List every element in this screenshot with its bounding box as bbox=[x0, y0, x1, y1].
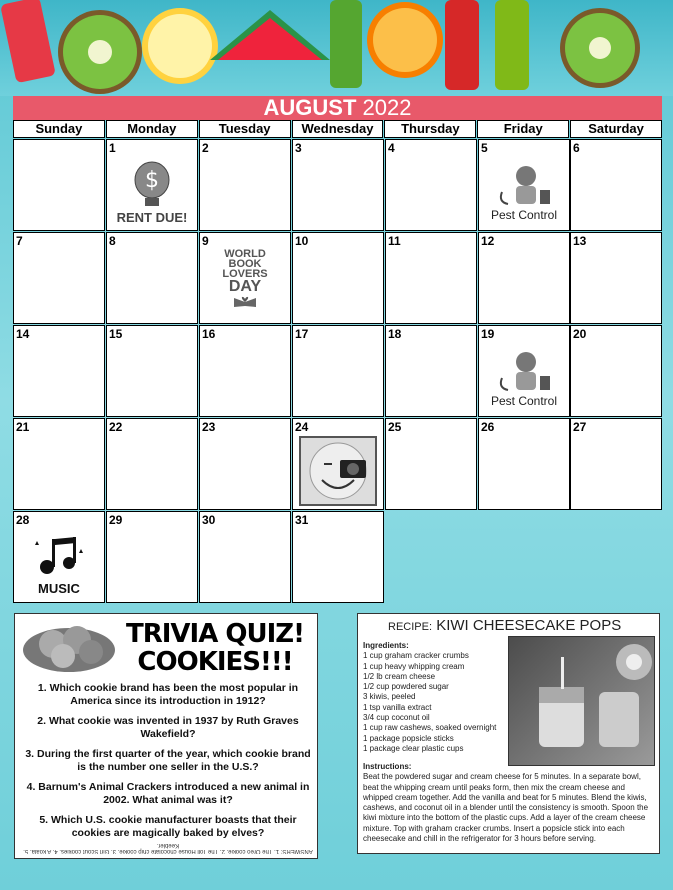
day-cell-25[interactable] bbox=[385, 418, 477, 510]
trivia-title bbox=[115, 620, 315, 676]
event-world-book-lovers-day bbox=[200, 247, 290, 323]
weekday-headers bbox=[13, 120, 662, 138]
day-number: 14 bbox=[16, 327, 30, 341]
book-day-line-2: BOOK bbox=[228, 258, 262, 270]
day-cell-30[interactable] bbox=[199, 511, 291, 603]
exterminator-icon bbox=[494, 162, 554, 208]
day-number: 26 bbox=[481, 420, 495, 434]
day-number: 6 bbox=[573, 141, 580, 155]
event-rent-due bbox=[107, 154, 197, 230]
trivia-answers-upside-down: ANSWERS: 1. The Oreo cookie. 2. The Toll House chocolate chip cookie. 3. Girl Scout cookies. 4. A koala. 5. Keebler. bbox=[23, 842, 313, 854]
day-number: 17 bbox=[295, 327, 309, 341]
ingredient-item: 3 kiwis, peeled bbox=[363, 692, 416, 702]
month-title bbox=[13, 96, 662, 120]
ingredients-heading: Ingredients: bbox=[363, 641, 409, 650]
lightbulb-dollar-icon bbox=[132, 160, 172, 210]
day-number: 5 bbox=[481, 141, 488, 155]
kiwi-cheesecake-photo bbox=[508, 636, 655, 766]
svg-text:$: $ bbox=[145, 167, 159, 193]
trivia-question: 1. Which cookie brand has been the most popular in America since its introduction in 1912? bbox=[37, 682, 299, 707]
day-cell-6[interactable] bbox=[570, 139, 662, 231]
day-number: 29 bbox=[109, 513, 123, 527]
day-cell-14[interactable] bbox=[13, 325, 105, 417]
trivia-quiz-panel bbox=[14, 613, 318, 859]
day-cell-7[interactable] bbox=[13, 232, 105, 324]
day-number: 4 bbox=[388, 141, 395, 155]
event-music bbox=[14, 526, 104, 602]
day-number: 25 bbox=[388, 420, 402, 434]
day-number: 3 bbox=[295, 141, 302, 155]
cookies-plate-image bbox=[19, 616, 119, 676]
ingredient-item: 1 tsp vanilla extract bbox=[363, 702, 432, 712]
book-day-line-1: WORLD bbox=[224, 248, 266, 260]
rent-due-label: RENT DUE! bbox=[116, 209, 188, 225]
day-number: 21 bbox=[16, 420, 30, 434]
day-cell-31[interactable] bbox=[292, 511, 384, 603]
day-cell-29[interactable] bbox=[106, 511, 198, 603]
instructions-text: Beat the powdered sugar and cream cheese for 5 minutes. In a separate bowl, beat the whipping cream until peaks form, then mix the cream cheese and whipped cream together. Add the vanilla and beat for 5 minutes. Blend the kiwis, cashews, and coconut oil in a blender until the consistency is smooth. Spoon the kiwi mixture into the bottom of the plastic cups. Add a layer of the cream cheese mixture. Top with graham cracker crumbs. Insert a popsicle stick into each cheesecake and chill in the refrigerator for 3 hours before serving. bbox=[363, 772, 649, 844]
ingredient-item: 1 package popsicle sticks bbox=[363, 733, 454, 743]
book-day-line-4: DAY bbox=[228, 278, 262, 295]
day-cell-17[interactable] bbox=[292, 325, 384, 417]
day-cell-18[interactable] bbox=[385, 325, 477, 417]
recipe-panel bbox=[357, 613, 660, 854]
event-pest-control bbox=[479, 340, 569, 416]
day-cell-3[interactable] bbox=[292, 139, 384, 231]
day-cell-23[interactable] bbox=[199, 418, 291, 510]
trivia-questions bbox=[23, 682, 313, 847]
trivia-title-line-1: TRIVIA QUIZ! bbox=[126, 619, 304, 649]
instructions bbox=[363, 762, 655, 844]
day-number: 1 bbox=[109, 141, 116, 155]
day-number: 13 bbox=[573, 234, 587, 248]
day-number: 19 bbox=[481, 327, 495, 341]
day-cell-1[interactable] bbox=[106, 139, 198, 231]
day-cell-10[interactable] bbox=[292, 232, 384, 324]
day-cell-16[interactable] bbox=[199, 325, 291, 417]
day-number: 11 bbox=[388, 234, 401, 248]
recipe-name: KIWI CHEESECAKE POPS bbox=[436, 617, 622, 634]
day-cell-27[interactable] bbox=[570, 418, 662, 510]
cheesecake-pops-image bbox=[509, 637, 655, 766]
day-number: 18 bbox=[388, 327, 402, 341]
ingredient-item: 1/2 lb cream cheese bbox=[363, 671, 436, 681]
event-photography-day bbox=[293, 433, 383, 509]
year: 2022 bbox=[362, 95, 412, 120]
weekday-friday: Friday bbox=[477, 120, 569, 138]
ingredient-item: 1 package clear plastic cups bbox=[363, 743, 464, 753]
day-cell-19[interactable] bbox=[478, 325, 570, 417]
ingredient-item: 3/4 cup coconut oil bbox=[363, 713, 430, 723]
day-number: 8 bbox=[109, 234, 116, 248]
smiley-camera-icon bbox=[298, 436, 378, 506]
recipe-label: RECIPE: bbox=[388, 621, 433, 633]
day-number: 12 bbox=[481, 234, 495, 248]
day-number: 31 bbox=[295, 513, 309, 527]
weekday-tuesday: Tuesday bbox=[199, 120, 291, 138]
book-heart-icon bbox=[232, 294, 258, 308]
day-cell-9[interactable] bbox=[199, 232, 291, 324]
weekday-monday: Monday bbox=[106, 120, 198, 138]
day-cell-8[interactable] bbox=[106, 232, 198, 324]
weekday-saturday: Saturday bbox=[570, 120, 662, 138]
day-number: 9 bbox=[202, 234, 209, 248]
day-number: 23 bbox=[202, 420, 216, 434]
weekday-wednesday: Wednesday bbox=[292, 120, 384, 138]
day-number: 22 bbox=[109, 420, 123, 434]
day-cell-20[interactable] bbox=[570, 325, 662, 417]
day-number: 28 bbox=[16, 513, 30, 527]
day-number: 30 bbox=[202, 513, 216, 527]
ingredient-item: 1 cup heavy whipping cream bbox=[363, 661, 465, 671]
day-number: 16 bbox=[202, 327, 216, 341]
day-number: 10 bbox=[295, 234, 309, 248]
book-day-line-3: LOVERS bbox=[222, 268, 268, 280]
month-name: AUGUST bbox=[263, 95, 357, 120]
day-cell-2[interactable] bbox=[199, 139, 291, 231]
ingredient-item: 1 cup raw cashews, soaked overnight bbox=[363, 723, 497, 733]
blank-cell bbox=[13, 139, 105, 231]
day-cell-28[interactable] bbox=[13, 511, 105, 603]
pest-control-label: Pest Control bbox=[490, 394, 558, 408]
trivia-question: 5. Which U.S. cookie manufacturer boasts that their cookies are magically baked by elves? bbox=[39, 814, 297, 839]
trivia-title-line-2: COOKIES!!! bbox=[137, 647, 293, 677]
weekday-sunday: Sunday bbox=[13, 120, 105, 138]
music-notes-icon bbox=[29, 533, 89, 581]
instructions-heading: Instructions: bbox=[363, 762, 412, 771]
calendar-grid bbox=[13, 139, 662, 605]
ingredient-item: 1/2 cup powdered sugar bbox=[363, 682, 449, 692]
day-cell-12[interactable] bbox=[478, 232, 570, 324]
day-cell-13[interactable] bbox=[570, 232, 662, 324]
day-cell-5[interactable] bbox=[478, 139, 570, 231]
day-number: 7 bbox=[16, 234, 23, 248]
ingredient-item: 1 cup graham cracker crumbs bbox=[363, 651, 469, 661]
fruit-banner bbox=[0, 0, 673, 96]
day-cell-26[interactable] bbox=[478, 418, 570, 510]
event-pest-control bbox=[479, 154, 569, 230]
day-number: 24 bbox=[295, 420, 309, 434]
trivia-question: 3. During the first quarter of the year, which cookie brand is the number one seller in the U.S.? bbox=[25, 748, 311, 773]
trivia-question: 2. What cookie was invented in 1937 by Ruth Graves Wakefield? bbox=[37, 715, 299, 740]
day-cell-24[interactable] bbox=[292, 418, 384, 510]
day-cell-21[interactable] bbox=[13, 418, 105, 510]
fruit-illustration bbox=[0, 0, 673, 96]
day-number: 15 bbox=[109, 327, 123, 341]
ingredients-list bbox=[363, 641, 513, 754]
day-cell-11[interactable] bbox=[385, 232, 477, 324]
day-number: 2 bbox=[202, 141, 209, 155]
weekday-thursday: Thursday bbox=[384, 120, 476, 138]
pest-control-label: Pest Control bbox=[490, 208, 558, 222]
trivia-question: 4. Barnum's Animal Crackers introduced a new animal in 2002. What animal was it? bbox=[26, 781, 310, 806]
exterminator-icon bbox=[494, 348, 554, 394]
day-cell-4[interactable] bbox=[385, 139, 477, 231]
day-cell-15[interactable] bbox=[106, 325, 198, 417]
day-number: 20 bbox=[573, 327, 587, 341]
recipe-title bbox=[388, 617, 621, 634]
music-label: MUSIC bbox=[38, 580, 80, 596]
day-cell-22[interactable] bbox=[106, 418, 198, 510]
day-number: 27 bbox=[573, 420, 587, 434]
